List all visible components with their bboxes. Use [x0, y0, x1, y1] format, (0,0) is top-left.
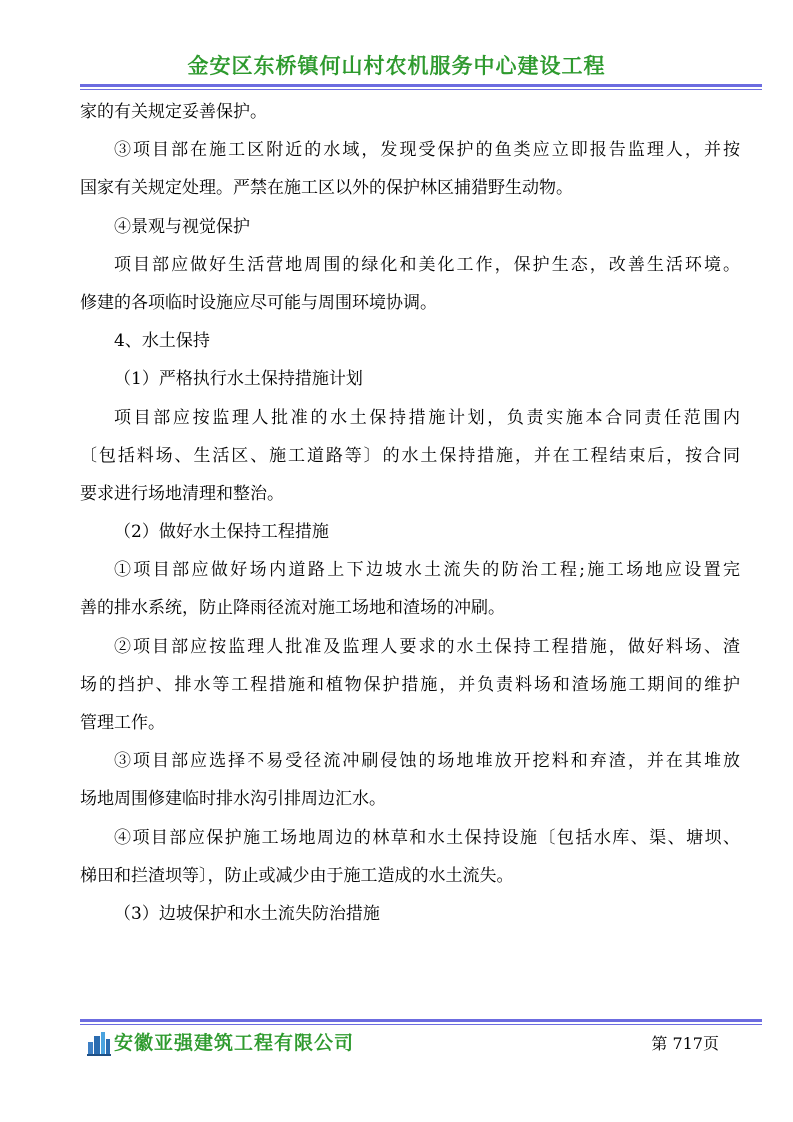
- body-line: 〔包括料场、生活区、施工道路等〕的水土保持措施，并在工程结束后，按合同: [80, 445, 740, 466]
- body-line: （1）严格执行水土保持措施计划: [114, 369, 363, 390]
- body-text: [80, 93, 740, 933]
- body-line: ③项目部应选择不易受径流冲刷侵蚀的场地堆放开挖料和弃渣，并在其堆放: [114, 751, 740, 772]
- body-line: 场地周围修建临时排水沟引排周边汇水。: [80, 789, 386, 810]
- page-header-title: 金安区东桥镇何山村农机服务中心建设工程: [187, 54, 606, 78]
- footer-company: 安徽亚强建筑工程有限公司: [114, 1032, 355, 1054]
- body-line: 场的挡护、排水等工程措施和植物保护措施，并负责料场和渣场施工期间的维护: [80, 674, 740, 695]
- body-line: 管理工作。: [80, 713, 165, 733]
- building-logo-icon: [87, 1030, 111, 1056]
- body-line: 项目部应做好生活营地周围的绿化和美化工作，保护生态，改善生活环境。: [114, 254, 740, 275]
- body-line: ④项目部应保护施工场地周边的林草和水土保持设施〔包括水库、渠、塘坝、: [114, 827, 740, 848]
- body-line: 项目部应按监理人批准的水土保持措施计划，负责实施本合同责任范围内: [114, 407, 740, 428]
- body-line: ④景观与视觉保护: [114, 216, 250, 237]
- body-line: 家的有关规定妥善保护。: [80, 102, 267, 122]
- body-line: ①项目部应做好场内道路上下边坡水土流失的防治工程;施工场地应设置完: [114, 560, 740, 581]
- body-line: （2）做好水土保持工程措施: [114, 522, 329, 543]
- body-line: （3）边坡保护和水土流失防治措施: [114, 903, 380, 924]
- footer-rule: [80, 1019, 762, 1022]
- body-line: 梯田和拦渣坝等〕，防止或减少由于施工造成的水土流失。: [80, 865, 514, 886]
- body-line: 善的排水系统，防止降雨径流对施工场地和渣场的冲刷。: [80, 598, 505, 619]
- footer-page-number: 第 717页: [651, 1034, 719, 1053]
- header-rule: [80, 84, 762, 87]
- body-line: 国家有关规定处理。严禁在施工区以外的保护林区捕猎野生动物。: [80, 178, 573, 199]
- body-line: 4、水土保持: [114, 331, 210, 352]
- body-line: ②项目部应按监理人批准及监理人要求的水土保持工程措施，做好料场、渣: [114, 636, 740, 657]
- body-line: ③项目部在施工区附近的水域，发现受保护的鱼类应立即报告监理人，并按: [114, 140, 740, 161]
- header-rule-thin: [80, 89, 762, 90]
- body-line: 要求进行场地清理和整治。: [80, 483, 284, 504]
- footer-rule-thin: [80, 1024, 762, 1025]
- body-line: 修建的各项临时设施应尽可能与周围环境协调。: [80, 292, 437, 313]
